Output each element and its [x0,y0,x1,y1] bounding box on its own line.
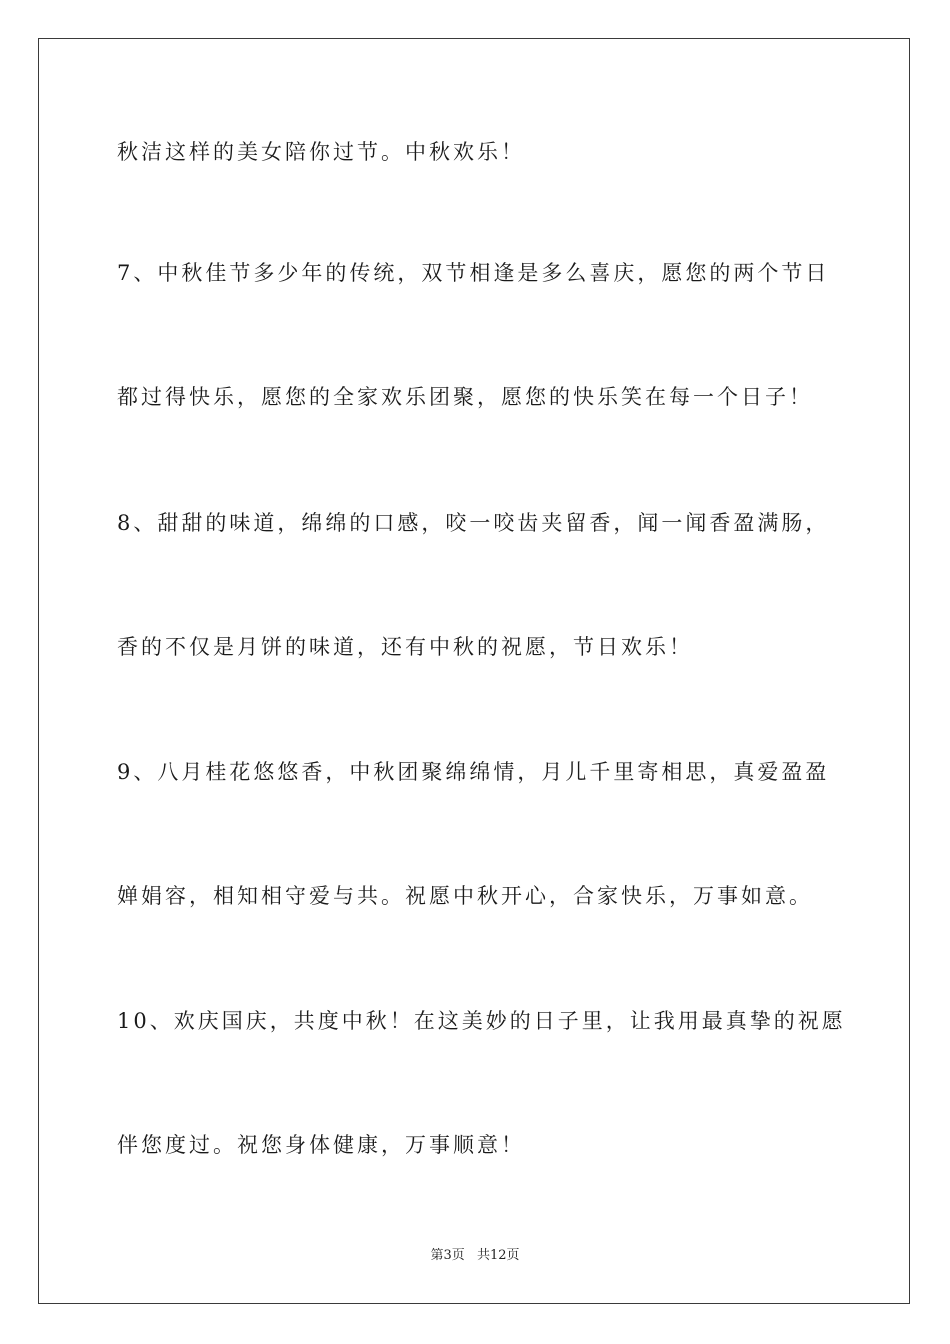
text-line-7: 婵娟容，相知相守爱与共。祝愿中秋开心，合家快乐，万事如意。 [117,884,813,908]
text-line-6: 9、八月桂花悠悠香，中秋团聚绵绵情，月儿千里寄相思，真爱盈盈 [117,760,830,784]
text-line-3: 都过得快乐，愿您的全家欢乐团聚，愿您的快乐笑在每一个日子！ [117,385,813,409]
text-line-5: 香的不仅是月饼的味道，还有中秋的祝愿，节日欢乐！ [117,635,693,659]
text-line-1: 秋洁这样的美女陪你过节。中秋欢乐！ [117,140,525,164]
page-footer [0,1247,950,1265]
page-number: 第3页 [430,1248,465,1263]
total-pages: 共12页 [476,1248,520,1263]
text-line-2: 7、中秋佳节多少年的传统，双节相逢是多么喜庆，愿您的两个节日 [117,261,830,285]
text-line-4: 8、甜甜的味道，绵绵的口感，咬一咬齿夹留香，闻一闻香盈满肠， [117,511,830,535]
text-line-9: 伴您度过。祝您身体健康，万事顺意！ [117,1133,525,1157]
text-line-8: 10、欢庆国庆，共度中秋！在这美妙的日子里，让我用最真挚的祝愿 [117,1009,846,1033]
page-border [38,38,910,1304]
